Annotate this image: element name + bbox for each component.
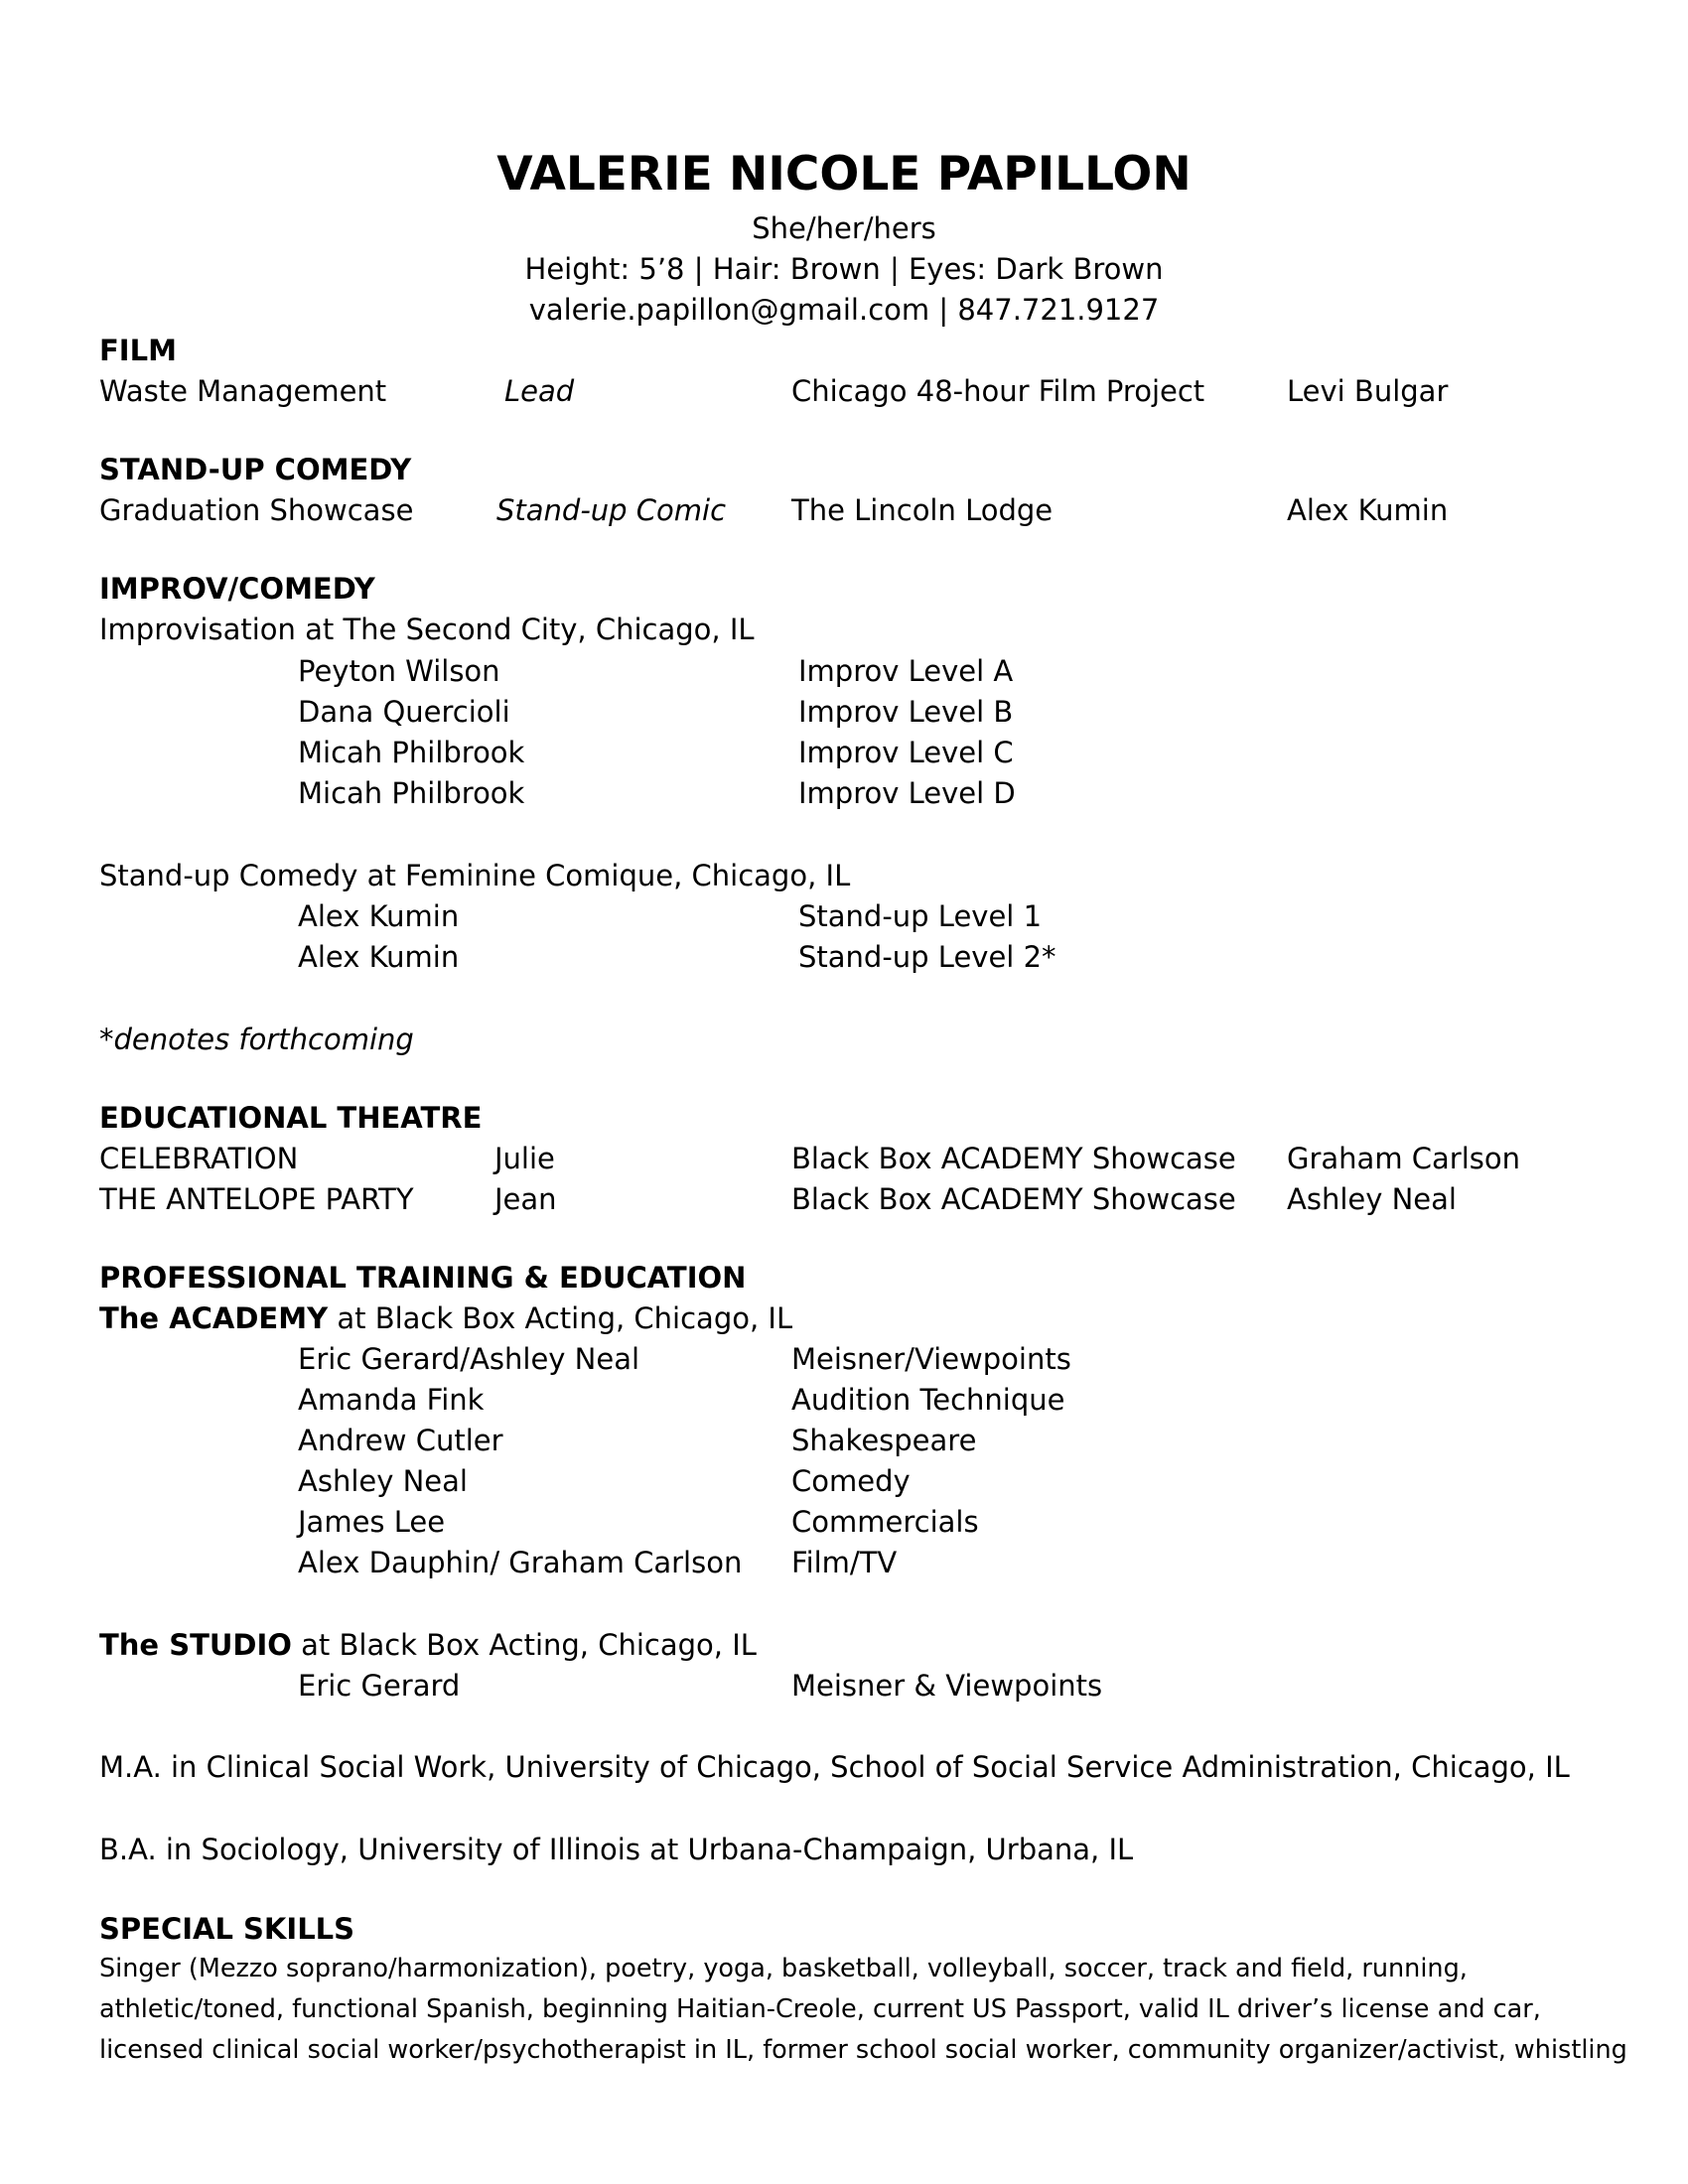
credit-role: Stand-up Comic (496, 493, 727, 527)
academy-location: at Black Box Acting, Chicago, IL (328, 1301, 793, 1335)
educational-theatre-heading: EDUCATIONAL THEATRE (99, 1101, 483, 1135)
teacher: Ashley Neal (298, 1464, 468, 1498)
studio-name: The STUDIO (99, 1628, 292, 1662)
course: Improv Level C (798, 736, 1014, 769)
teacher: Alex Kumin (298, 940, 460, 974)
pronouns: She/her/hers (752, 211, 936, 245)
degree-ba: B.A. in Sociology, University of Illinois at Urbana-Champaign, Urbana, IL (99, 1833, 1134, 1866)
teacher: Peyton Wilson (298, 654, 500, 688)
skills-line: licensed clinical social worker/psychotherapist in IL, former school social worker, community organizer/activist, whistling (99, 2035, 1627, 2065)
credit-venue: Chicago 48-hour Film Project (791, 374, 1205, 408)
course: Shakespeare (791, 1424, 977, 1457)
teacher: Alex Dauphin/ Graham Carlson (298, 1546, 743, 1579)
skills-line: Singer (Mezzo soprano/harmonization), poetry, yoga, basketball, volleyball, soccer, track and field, running, (99, 1954, 1468, 1983)
physical-stats: Height: 5’8 | Hair: Brown | Eyes: Dark Brown (524, 252, 1164, 286)
credit-director: Alex Kumin (1287, 493, 1449, 527)
course: Meisner/Viewpoints (791, 1342, 1071, 1376)
course: Improv Level D (798, 776, 1016, 810)
contact-info: valerie.papillon@gmail.com | 847.721.9127 (528, 293, 1160, 327)
teacher: Andrew Cutler (298, 1424, 503, 1457)
credit-director: Graham Carlson (1287, 1142, 1521, 1175)
teacher: James Lee (298, 1505, 446, 1539)
credit-venue: The Lincoln Lodge (791, 493, 1054, 527)
resume-name: VALERIE NICOLE PAPILLON (496, 147, 1192, 202)
academy-name: The ACADEMY (99, 1301, 329, 1335)
teacher: Eric Gerard (298, 1669, 461, 1703)
improv-heading: IMPROV/COMEDY (99, 572, 375, 606)
teacher: Amanda Fink (298, 1383, 485, 1417)
teacher: Micah Philbrook (298, 776, 525, 810)
credit-title: THE ANTELOPE PARTY (99, 1182, 414, 1216)
course: Comedy (791, 1464, 911, 1498)
studio-title (99, 1625, 757, 1665)
course: Stand-up Level 1 (798, 899, 1043, 933)
teacher: Dana Quercioli (298, 695, 510, 729)
standup-heading: STAND-UP COMEDY (99, 453, 412, 486)
credit-director: Levi Bulgar (1287, 374, 1449, 408)
course: Improv Level A (798, 654, 1014, 688)
second-city-title: Improvisation at The Second City, Chicago, IL (99, 613, 755, 646)
credit-role: Jean (494, 1182, 557, 1216)
training-heading: PROFESSIONAL TRAINING & EDUCATION (99, 1261, 747, 1295)
course: Audition Technique (791, 1383, 1065, 1417)
credit-title: CELEBRATION (99, 1142, 299, 1175)
degree-ma: M.A. in Clinical Social Work, University of Chicago, School of Social Service Administration, Chicago, IL (99, 1750, 1570, 1784)
credit-venue: Black Box ACADEMY Showcase (791, 1142, 1236, 1175)
film-heading: FILM (99, 334, 177, 367)
skills-line: athletic/toned, functional Spanish, beginning Haitian-Creole, current US Passport, valid IL driver’s license and car, (99, 1994, 1541, 2024)
credit-director: Ashley Neal (1287, 1182, 1457, 1216)
course: Film/TV (791, 1546, 898, 1579)
credit-title: Waste Management (99, 374, 387, 408)
credit-title: Graduation Showcase (99, 493, 414, 527)
forthcoming-note: *denotes forthcoming (99, 1023, 414, 1056)
course: Commercials (791, 1505, 979, 1539)
studio-location: at Black Box Acting, Chicago, IL (291, 1628, 757, 1662)
teacher: Micah Philbrook (298, 736, 525, 769)
course: Stand-up Level 2* (798, 940, 1056, 974)
teacher: Alex Kumin (298, 899, 460, 933)
course: Improv Level B (798, 695, 1014, 729)
credit-role: Lead (504, 374, 575, 408)
course: Meisner & Viewpoints (791, 1669, 1103, 1703)
feminine-comique-title: Stand-up Comedy at Feminine Comique, Chicago, IL (99, 859, 851, 892)
credit-role: Julie (494, 1142, 555, 1175)
teacher: Eric Gerard/Ashley Neal (298, 1342, 640, 1376)
skills-heading: SPECIAL SKILLS (99, 1912, 355, 1946)
academy-title (99, 1298, 792, 1338)
credit-venue: Black Box ACADEMY Showcase (791, 1182, 1236, 1216)
